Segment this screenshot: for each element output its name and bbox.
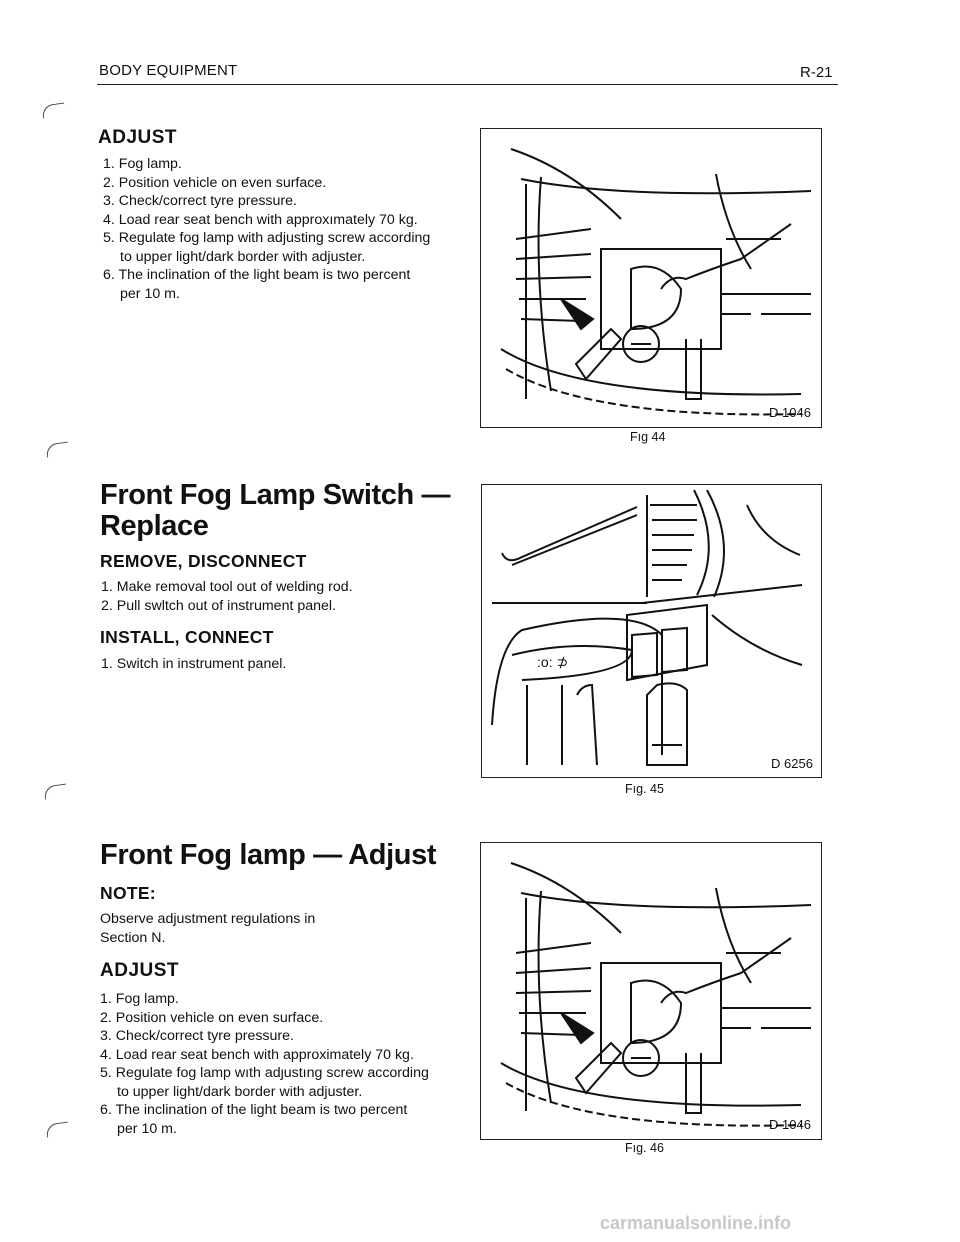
adjust-heading-top: ADJUST	[98, 127, 178, 148]
figure-caption: Fıg 44	[630, 430, 666, 444]
list-item: 4. Load rear seat bench with approximately 70 kg.	[100, 1046, 414, 1063]
margin-mark	[45, 441, 70, 457]
remove-list	[101, 578, 441, 615]
figure-45	[481, 484, 822, 778]
list-item: 6. The inclination of the light beam is two percent per 10 m.	[103, 267, 411, 302]
list-item: 4. Load rear seat bench with approxımately 70 kg.	[103, 211, 418, 228]
list-item: 1. Make removal tool out of welding rod.	[101, 579, 353, 595]
figure-44	[480, 128, 822, 428]
margin-mark	[45, 1121, 70, 1137]
adjust-list-bottom	[100, 990, 430, 1138]
figure-code: D 6256	[771, 756, 813, 771]
switch-title-line2: Replace	[100, 510, 209, 542]
list-item: 3. Check/correct tyre pressure.	[100, 1028, 294, 1044]
install-list	[101, 655, 441, 674]
switch-removal-illustration	[482, 485, 821, 777]
list-item: 5. Regulate fog lamp wıth adȷustıng screw according to upper light/dark border with adjuster.	[100, 1065, 429, 1100]
list-item: 1. Switch in instrument panel.	[101, 656, 287, 672]
switch-title-line1: Front Fog Lamp Switch —	[100, 479, 451, 511]
adjust-list-top	[103, 155, 433, 303]
list-item: 1. Fog lamp.	[100, 991, 179, 1007]
install-heading: INSTALL, CONNECT	[100, 627, 274, 647]
section-header: BODY EQUIPMENT	[99, 62, 238, 79]
list-item: 2. Position vehicle on even surface.	[100, 1009, 324, 1026]
fog-lamp-illustration	[481, 129, 821, 427]
adjust-section-title: Front Fog lamp — Adjust	[100, 839, 437, 871]
page-number: R-21	[800, 64, 833, 81]
list-item: 2. Position vehicle on even surface.	[103, 174, 327, 191]
adjust-heading-bottom: ADJUST	[100, 960, 180, 981]
figure-code: D 1046	[769, 1117, 811, 1132]
remove-heading: REMOVE, DISCONNECT	[100, 551, 307, 571]
list-item: 5. Regulate fog lamp with adjusting screw according to upper light/dark border with adjuster.	[103, 230, 431, 265]
fog-lamp-illustration	[481, 843, 821, 1139]
list-item: 2. Pull swltch out of instrument panel.	[101, 597, 337, 614]
figure-code: D 1046	[769, 405, 811, 420]
watermark: carmanualsonline.info	[600, 1213, 792, 1233]
svg-text::o: ⊅: :o: ⊅	[537, 654, 569, 670]
margin-mark	[41, 102, 66, 118]
figure-caption: Fıg. 45	[625, 782, 664, 796]
list-item: 3. Check/correct tyre pressure.	[103, 193, 297, 209]
header-rule	[97, 84, 838, 85]
note-heading: NOTE:	[100, 883, 156, 903]
figure-46	[480, 842, 822, 1140]
list-item: 6. The inclination of the light beam is two percent per 10 m.	[100, 1102, 408, 1137]
note-text: Observe adjustment regulations in Section N.	[100, 911, 316, 946]
figure-caption: Fıg. 46	[625, 1141, 664, 1155]
margin-mark	[43, 783, 68, 799]
list-item: 1. Fog lamp.	[103, 156, 182, 172]
